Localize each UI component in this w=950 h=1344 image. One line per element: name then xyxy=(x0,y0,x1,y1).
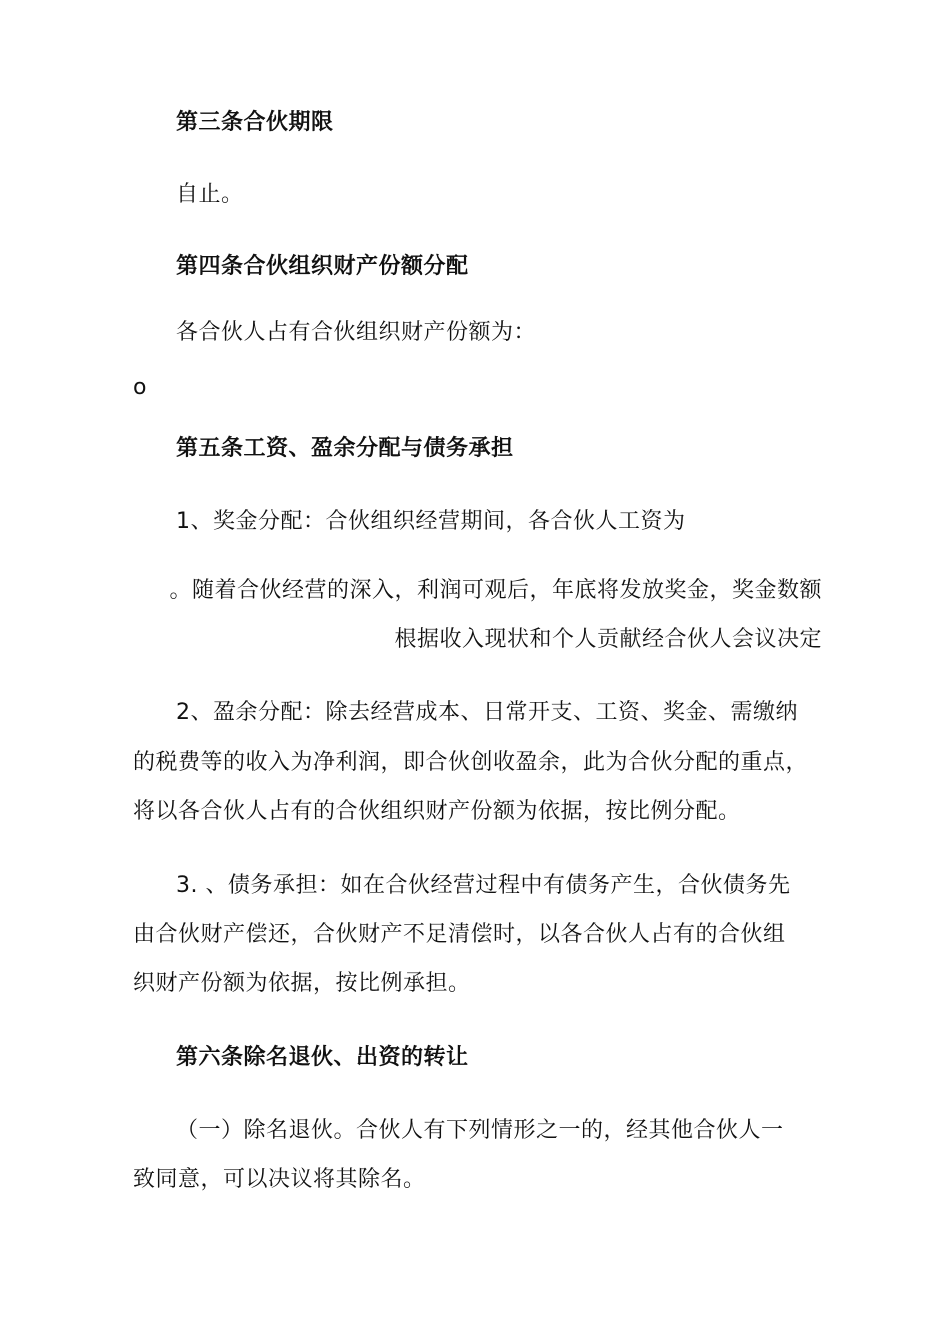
article-5-para-1-line-2: 。随着合伙经营的深入，利润可观后，年底将发放奖金，奖金数额 xyxy=(169,578,822,603)
article-5-heading: 第五条工资、盈余分配与债务承担 xyxy=(176,436,514,461)
article-5-para-3-line-3: 织财产份额为依据，按比例承担。 xyxy=(133,971,471,996)
article-5-para-3-line-2: 由合伙财产偿还，合伙财产不足清偿时，以各合伙人占有的合伙组 xyxy=(133,922,786,947)
article-4-heading: 第四条合伙组织财产份额分配 xyxy=(176,254,469,279)
article-5-para-3-line-1: 3. 、债务承担：如在合伙经营过程中有债务产生，合伙债务先 xyxy=(176,873,791,898)
article-3-body: 自止。 xyxy=(176,182,244,207)
article-3-heading: 第三条合伙期限 xyxy=(176,110,334,135)
article-5-para-2-line-3: 将以各合伙人占有的合伙组织财产份额为依据，按比例分配。 xyxy=(133,799,741,824)
article-6-para-1-line-1: （一）除名退伙。合伙人有下列情形之一的，经其他合伙人一 xyxy=(176,1118,784,1143)
article-6-heading: 第六条除名退伙、出资的转让 xyxy=(176,1045,469,1070)
article-4-tail: o xyxy=(133,375,147,400)
article-6-para-1-line-2: 致同意，可以决议将其除名。 xyxy=(133,1167,426,1192)
article-5-para-2-line-2: 的税费等的收入为净利润，即合伙创收盈余，此为合伙分配的重点， xyxy=(133,750,809,775)
article-5-para-1-line-1: 1、奖金分配：合伙组织经营期间，各合伙人工资为 xyxy=(176,509,686,534)
article-5-para-1-line-3: 根据收入现状和个人贡献经合伙人会议决定 xyxy=(394,627,822,652)
article-5-para-2-line-1: 2、盈余分配：除去经营成本、日常开支、工资、奖金、需缴纳 xyxy=(176,700,798,725)
article-4-body: 各合伙人占有合伙组织财产份额为： xyxy=(176,320,537,345)
